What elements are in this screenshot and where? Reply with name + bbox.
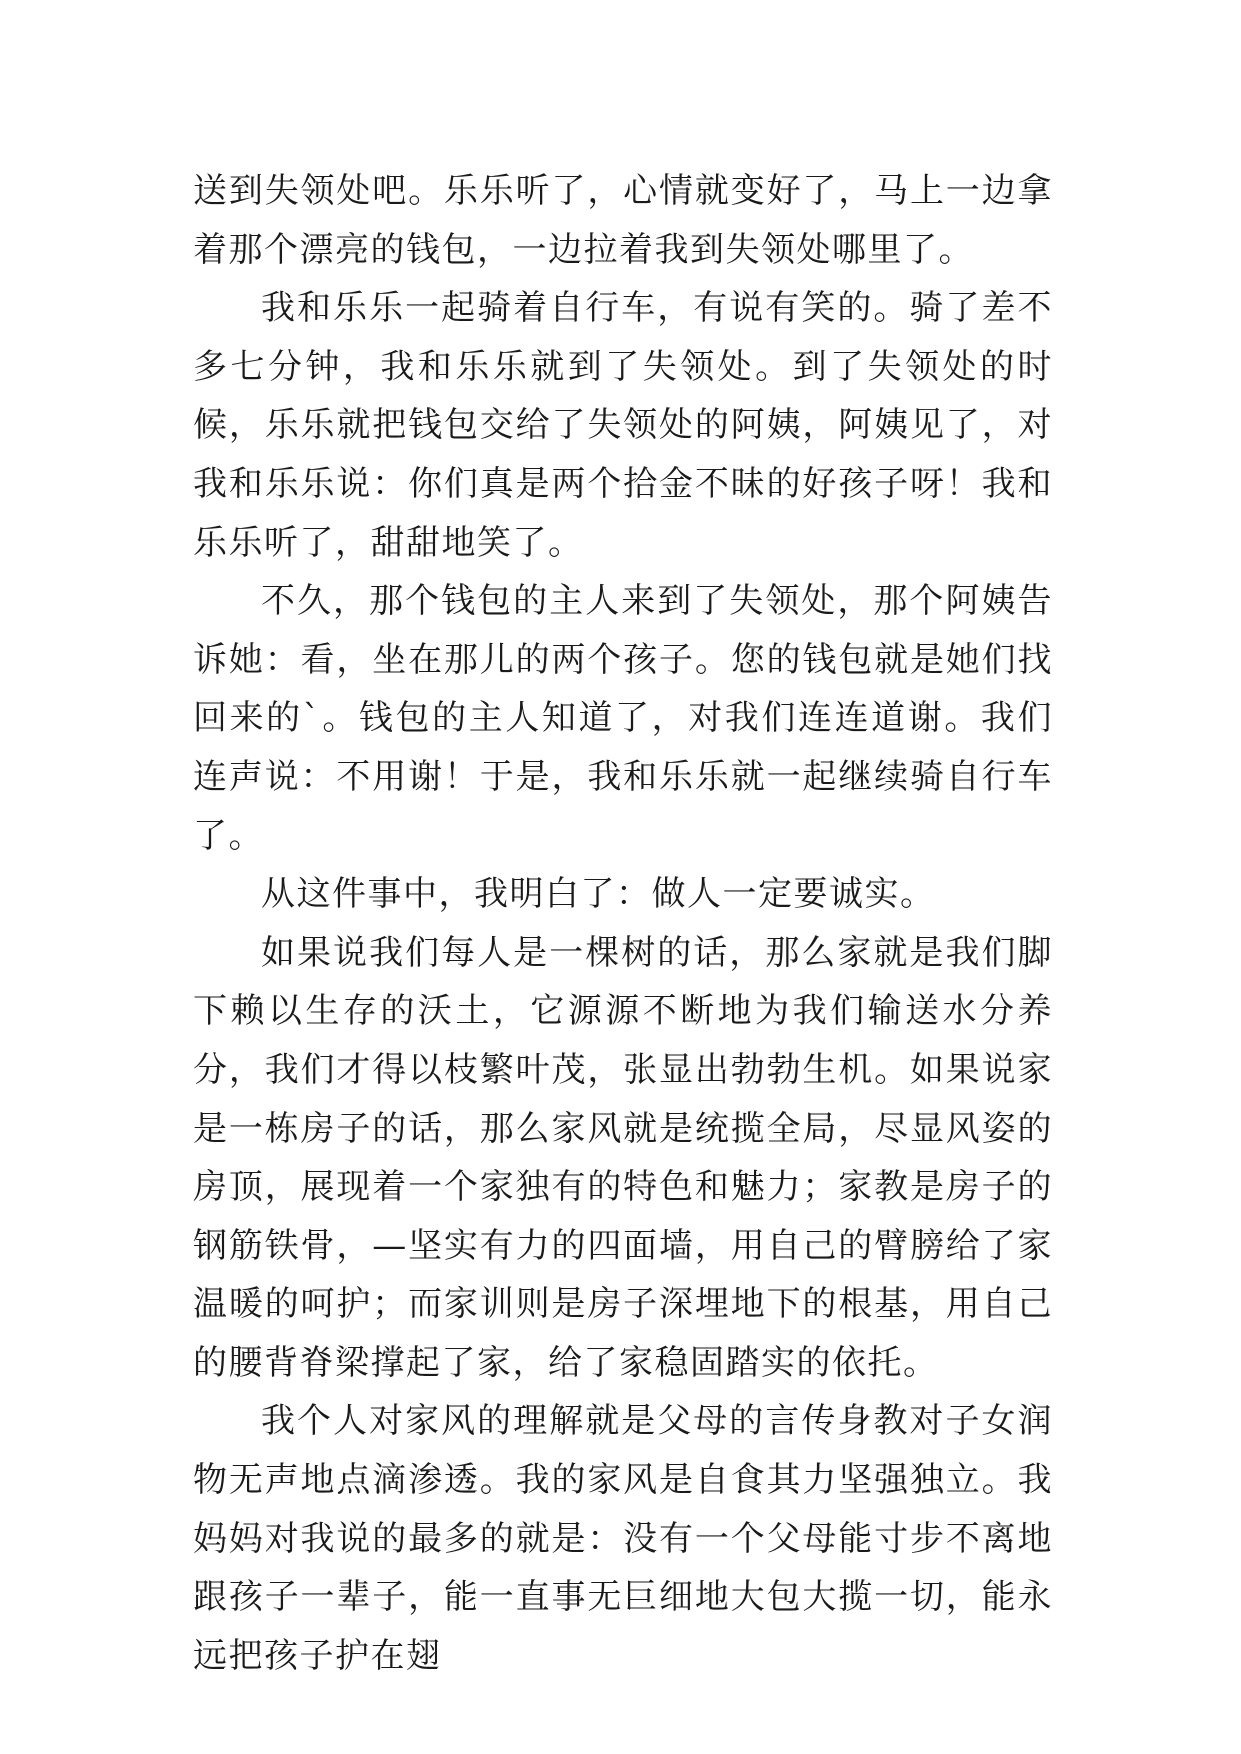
body-text	[193, 162, 1053, 1685]
paragraph-4: 从这件事中，我明白了：做人一定要诚实。	[261, 874, 936, 915]
paragraph-6: 我个人对家风的理解就是父母的言传身教对子女润物无声地点滴渗透。我的家风是自食其力坚强独立。我妈妈对我说的最多的就是：没有一个父母能寸步不离地跟孩子一辈子，能一直事无巨细地大包大揽一切，能永远把孩子护在翅	[193, 1401, 1053, 1676]
paragraph-5: 如果说我们每人是一棵树的话，那么家就是我们脚下赖以生存的沃土，它源源不断地为我们输送水分养分，我们才得以枝繁叶茂，张显出勃勃生机。如果说家是一栋房子的话，那么家风就是统揽全局，尽显风姿的房顶，展现着一个家独有的特色和魅力；家教是房子的钢筋铁骨，—坚实有力的四面墙，用自己的臂膀给了家温暖的呵护；而家训则是房子深埋地下的根基，用自己的腰背脊梁撑起了家，给了家稳固踏实的依托。	[193, 932, 1053, 1383]
paragraph-2: 我和乐乐一起骑着自行车，有说有笑的。骑了差不多七分钟，我和乐乐就到了失领处。到了失领处的时候，乐乐就把钱包交给了失领处的阿姨，阿姨见了，对我和乐乐说：你们真是两个拾金不昧的好孩子呀！我和乐乐听了，甜甜地笑了。	[193, 288, 1053, 563]
paragraph-1: 送到失领处吧。乐乐听了，心情就变好了，马上一边拿着那个漂亮的钱包，一边拉着我到失领处哪里了。	[193, 171, 1053, 270]
paragraph-3: 不久，那个钱包的主人来到了失领处，那个阿姨告诉她：看，坐在那儿的两个孩子。您的钱包就是她们找回来的`。钱包的主人知道了，对我们连连道谢。我们连声说：不用谢！于是，我和乐乐就一起继续骑自行车了。	[193, 581, 1053, 856]
